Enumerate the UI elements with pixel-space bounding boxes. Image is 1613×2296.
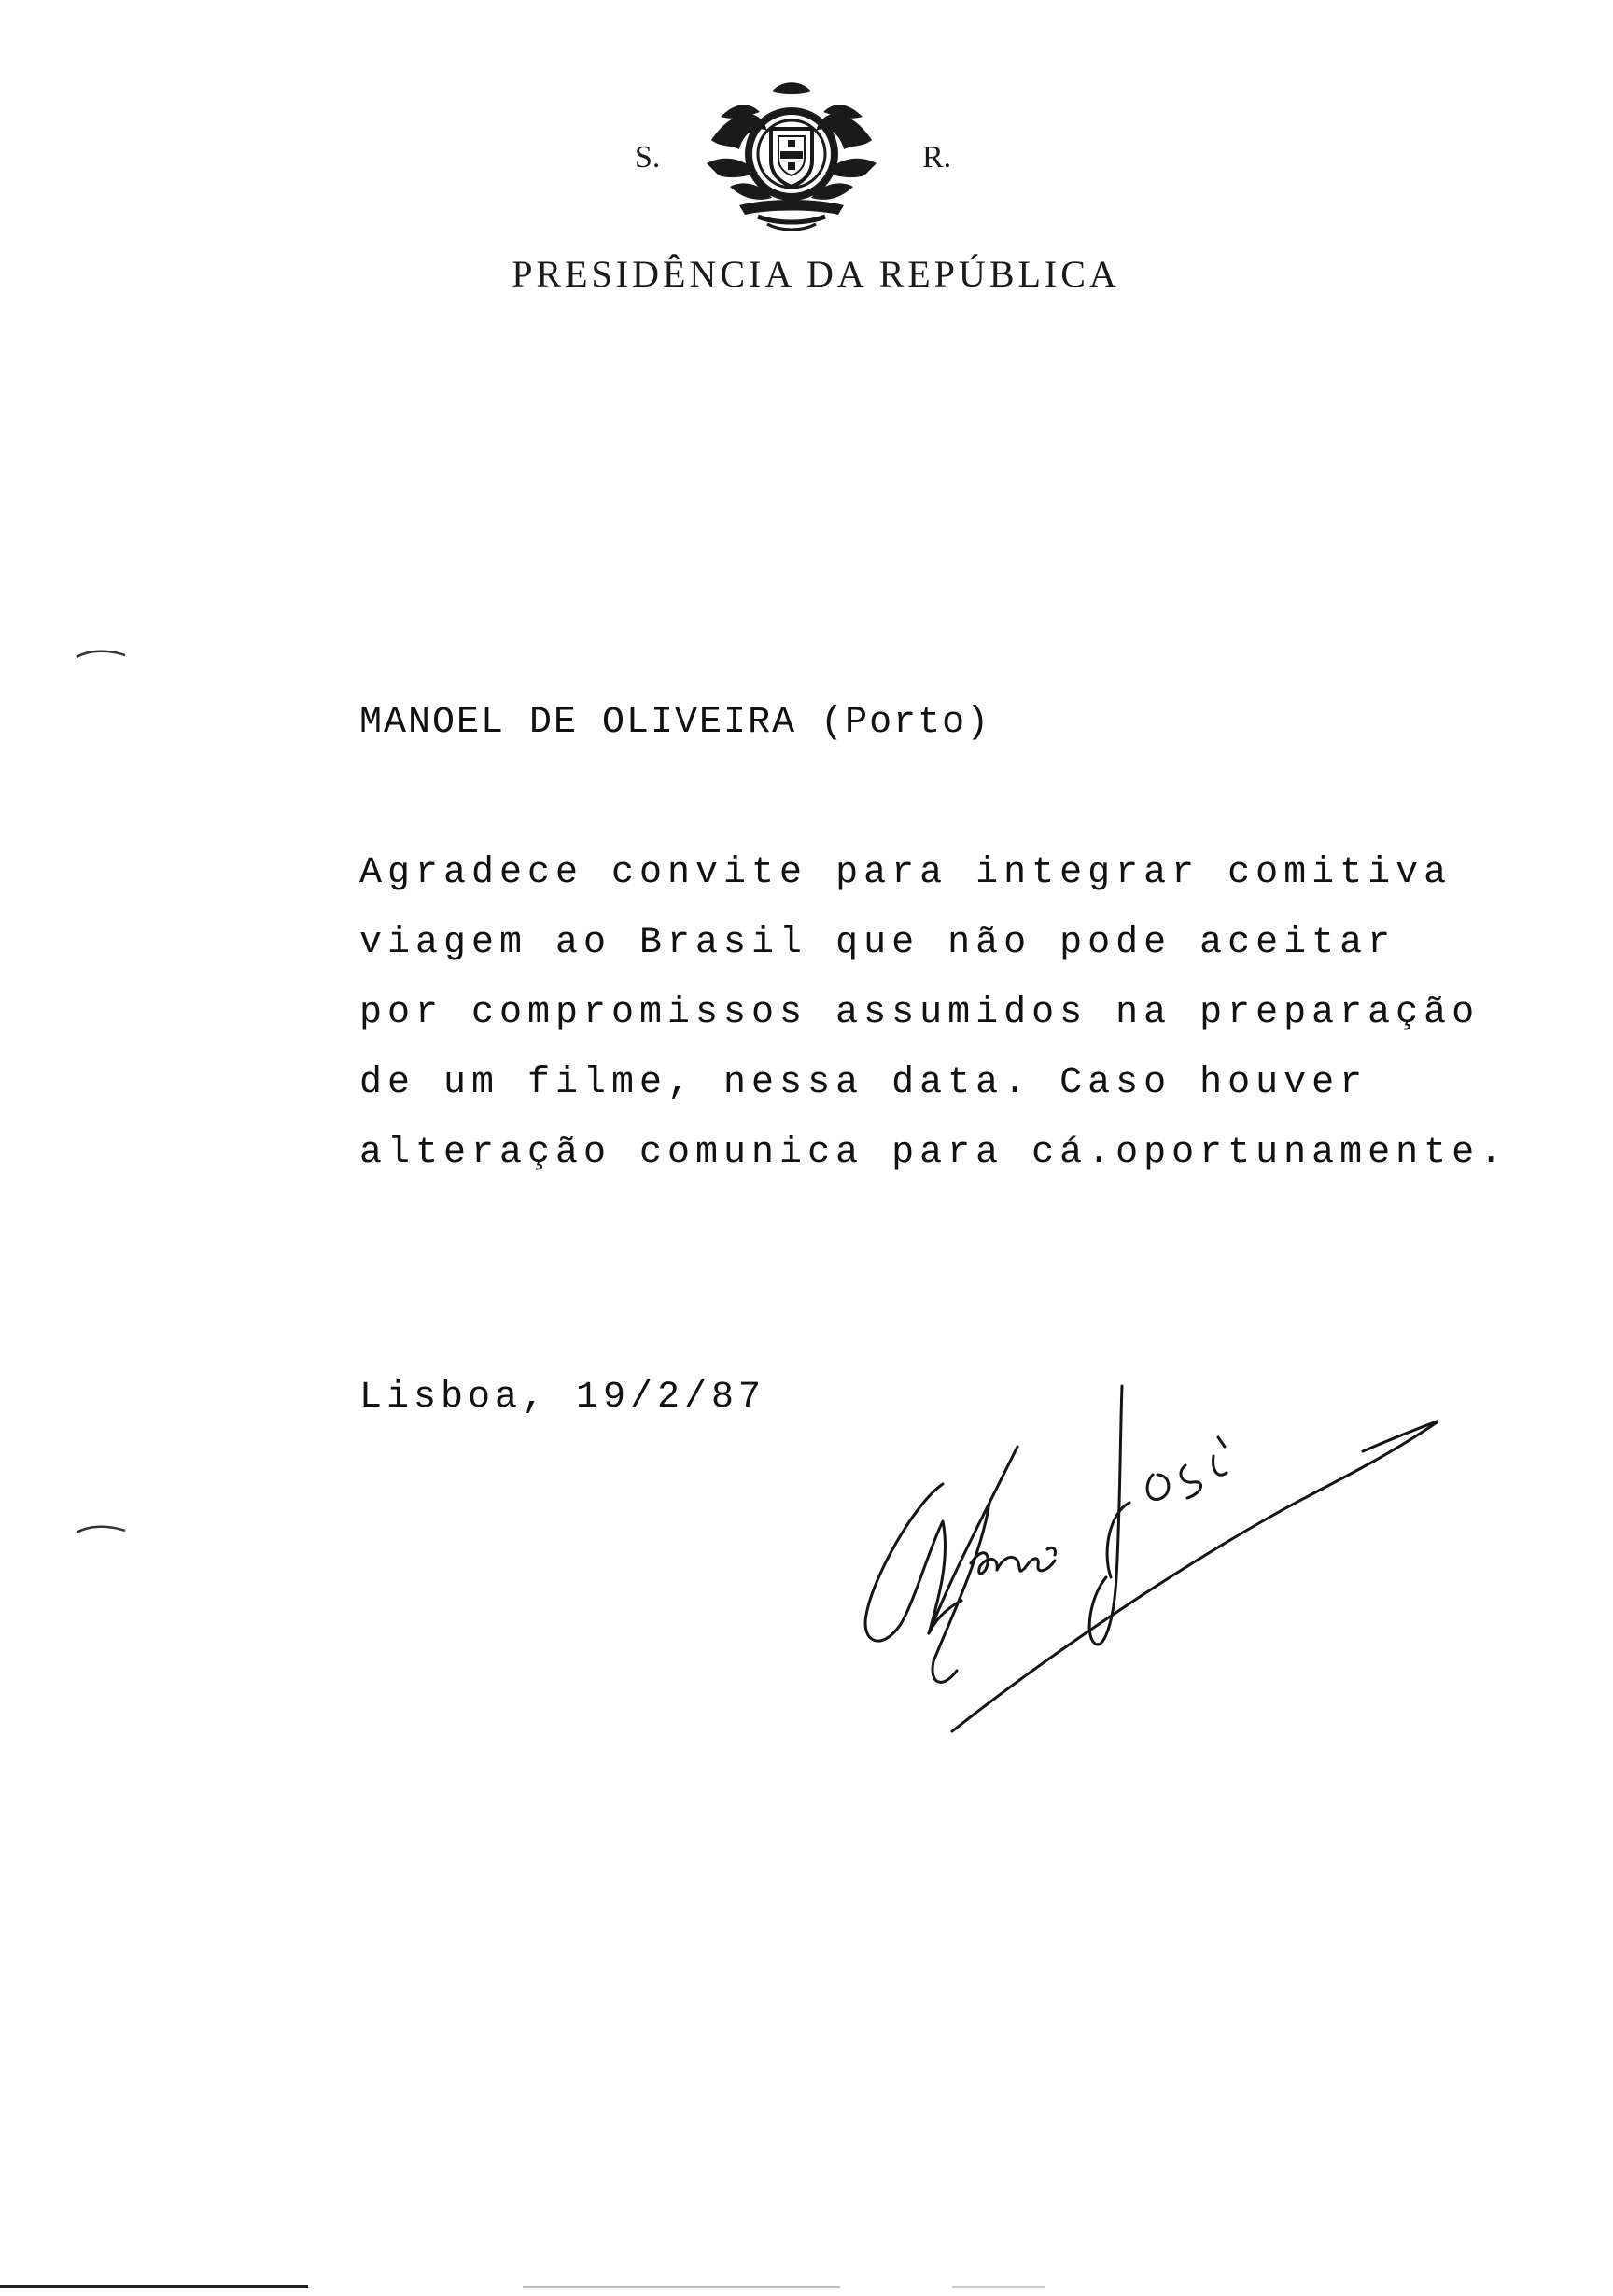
message-line: de um filme, nessa data. Caso houver	[359, 1062, 1368, 1104]
coat-of-arms-icon	[693, 75, 891, 233]
place-date: Lisboa, 19/2/87	[359, 1377, 766, 1419]
margin-mark	[73, 1519, 129, 1538]
office-heading: PRESIDÊNCIA DA REPÚBLICA	[512, 253, 1120, 295]
message-line: Agradece convite para integrar comitiva	[359, 852, 1452, 894]
message-line: viagem ao Brasil que não pode aceitar	[359, 922, 1396, 964]
letterhead-initial-s: S.	[635, 140, 661, 175]
letterhead	[0, 75, 1613, 317]
message-line: por compromissos assumidos na preparação	[359, 992, 1480, 1034]
scan-edge-line	[0, 2284, 1613, 2289]
margin-mark	[73, 644, 129, 663]
message-line: alteração comunica para cá.oportunamente.	[359, 1132, 1508, 1174]
handwritten-signature	[840, 1363, 1438, 1736]
letterhead-initial-r: R.	[922, 140, 952, 175]
message-body	[359, 838, 1536, 1188]
recipient-line: MANOEL DE OLIVEIRA (Porto)	[359, 702, 991, 744]
